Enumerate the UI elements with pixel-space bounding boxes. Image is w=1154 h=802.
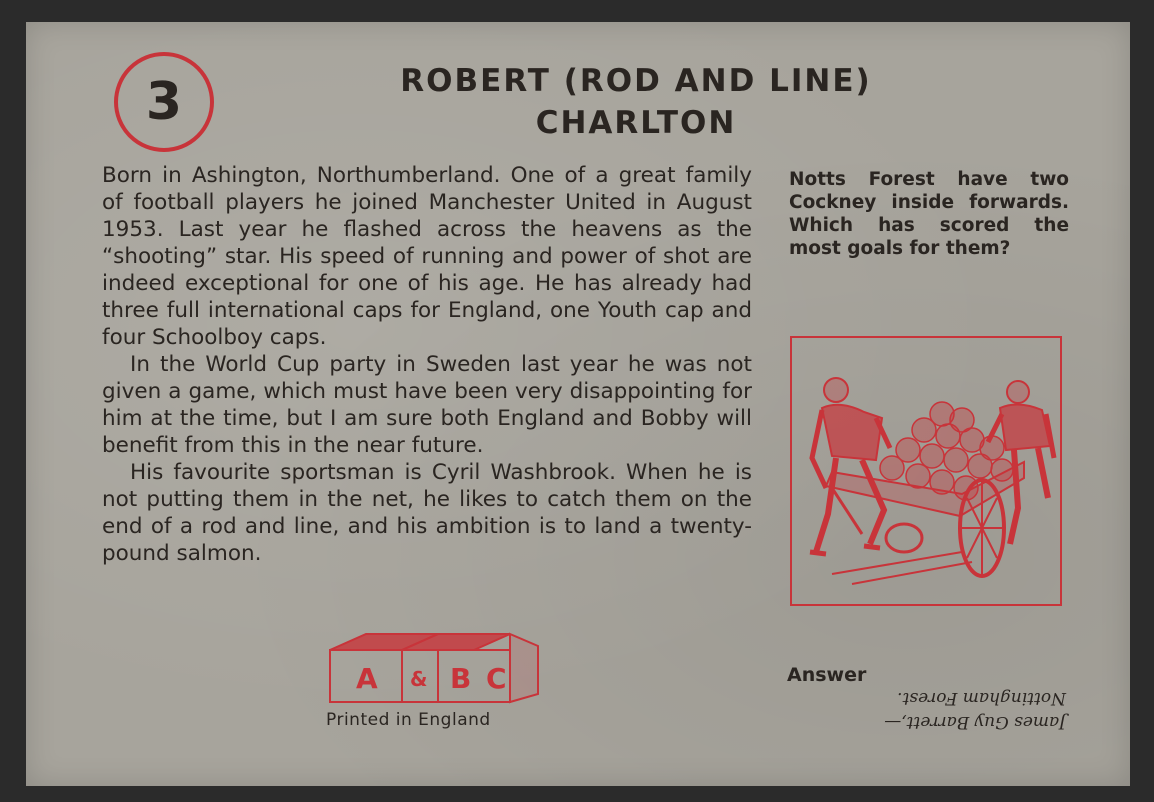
logo-letter-b: B: [450, 662, 472, 695]
abc-logo: [326, 630, 542, 704]
abc-blocks-drawing: [326, 630, 542, 704]
logo-letter-c: C: [486, 662, 507, 695]
title-line-1: ROBERT (ROD AND LINE): [400, 63, 872, 99]
bio-paragraph-1: Born in Ashington, Northumberland. One of a great family of football players he joined Manchester United in August 1953. Last year he flashed across the heavens as the “shooting” star. His speed of running and power of shot are indeed exceptional for one of his age. He has already had three full international caps for England, one Youth cap and four Schoolboy caps.: [102, 163, 752, 350]
printed-in-label: Printed in England: [326, 710, 491, 730]
logo-letter-a: A: [356, 662, 378, 695]
biography-text: [102, 162, 752, 567]
quiz-question: Notts Forest have two Cockney inside forwards. Which has scored the most goals for them?: [789, 169, 1069, 259]
player-title: [326, 60, 946, 144]
card-number: 3: [145, 72, 183, 132]
title-line-2: CHARLTON: [535, 105, 737, 141]
trading-card: [26, 22, 1130, 786]
logo-ampersand: &: [410, 667, 428, 691]
cart-drawing: [792, 338, 1060, 604]
answer-text-upside-down: James Guy Barrett,— Nottingham Forest.: [884, 688, 1066, 732]
bio-paragraph-2: In the World Cup party in Sweden last year he was not given a game, which must have been very disappointing for him at the time, but I am sure both England and Bobby will benefit from this in the near future.: [102, 352, 752, 458]
bio-paragraph-3: His favourite sportsman is Cyril Washbrook. When he is not putting them in the net, he likes to catch them on the end of a rod and line, and his ambition is to land a twenty-pound salmon.: [102, 460, 752, 566]
card-number-badge: [114, 52, 214, 152]
footballs-cart-illustration: [790, 336, 1062, 606]
answer-label: Answer: [787, 664, 867, 686]
